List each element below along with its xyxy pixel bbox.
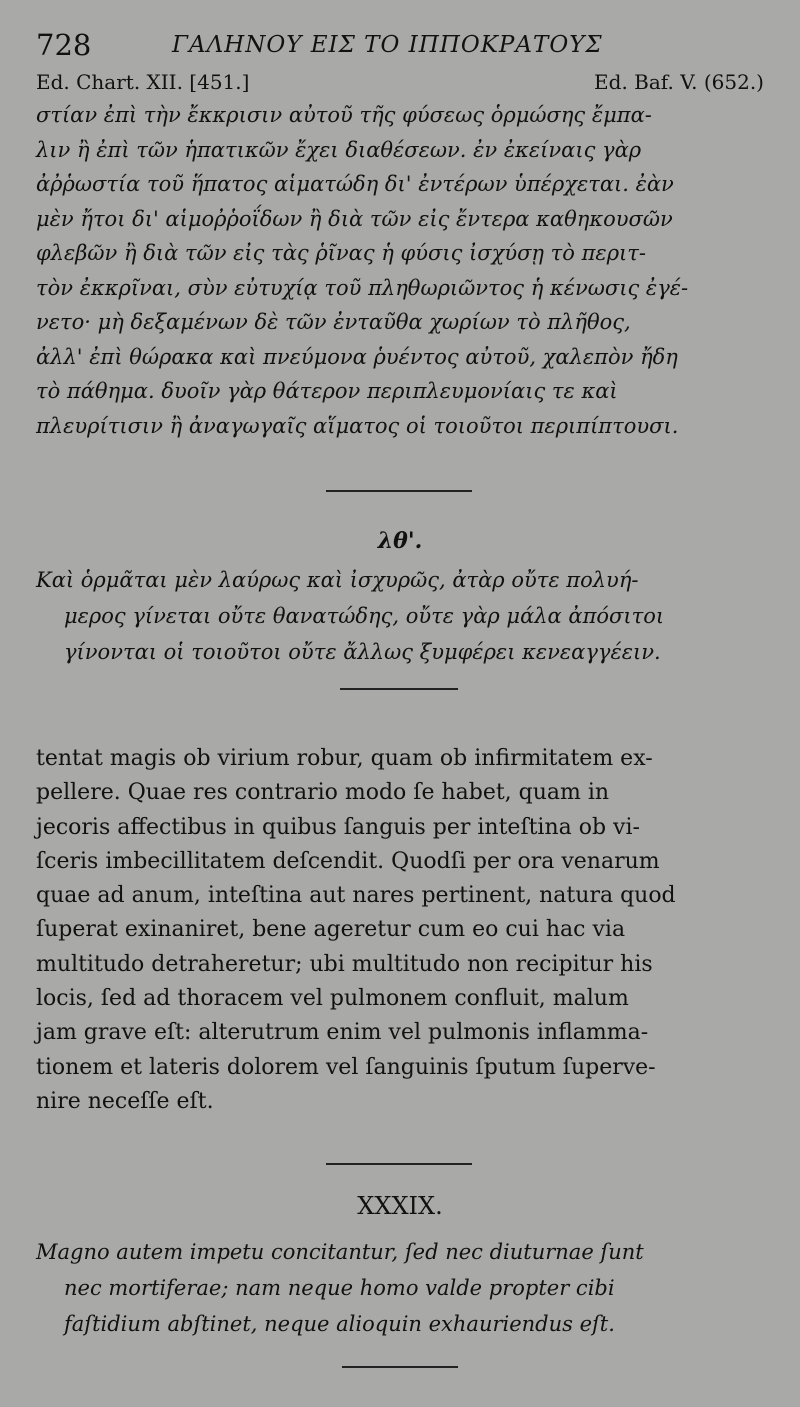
latin-aphorism-text [36, 1234, 766, 1342]
greek-line: φλεβῶν ἢ διὰ τῶν εἰς τὰς ῥῖνας ἡ φύσις ἰσχύσῃ τὸ περιτ- [36, 241, 646, 265]
section-divider [340, 688, 458, 690]
latin-section-number: XXXIX. [357, 1192, 443, 1220]
greek-line: πλευρίτισιν ἢ ἀναγωγαῖς αἵματος οἱ τοιοῦτοι περιπίπτουσι. [36, 413, 679, 438]
section-divider [342, 1366, 458, 1368]
greek-aphorism-line: Καὶ ὁρμᾶται μὲν λαύρως καὶ ἰσχυρῶς, ἀτὰρ οὔτε πολυή- [36, 568, 639, 592]
greek-line: μὲν ἤτοι δι' αἱμοῤῥοΐδων ἢ διὰ τῶν εἰς ἔντερα καθηκουσῶν [36, 206, 673, 231]
latin-commentary-paragraph [36, 742, 766, 1119]
greek-line: λιν ἢ ἐπὶ τῶν ἡπατικῶν ἔχει διαθέσεων. ἐν ἐκείναις γὰρ [36, 137, 642, 162]
section-divider [326, 490, 472, 492]
greek-line: ἀλλ' ἐπὶ θώρακα καὶ πνεύμονα ῥυέντος αὐτοῦ, χαλεπὸν ἤδη [36, 344, 678, 369]
page-number: 728 [36, 28, 92, 62]
greek-line: τὸν ἐκκρῖναι, σὺν εὐτυχίᾳ τοῦ πληθωριῶντος ἡ κένωσις ἐγέ- [36, 275, 689, 300]
greek-aphorism-line: γίνονται οἱ τοιοῦτοι οὔτε ἄλλως ξυμφέρει κενεαγγέειν. [64, 640, 661, 664]
latin-line: multitudo detraheretur; ubi multitudo non recipitur his [36, 951, 653, 977]
latin-line: pellere. Quae res contrario modo ſe habet, quam in [36, 780, 610, 806]
greek-line: ἀῤῥωστία τοῦ ἥπατος αἱματώδη δι' ἐντέρων ὑπέρχεται. ἐὰν [36, 172, 674, 196]
edition-references [36, 70, 764, 96]
greek-aphorism-text [36, 562, 766, 670]
edition-basel-ref: Ed. Baf. V. (652.) [594, 70, 764, 94]
greek-aphorism-line: μερος γίνεται οὔτε θανατώδης, οὔτε γὰρ μάλα ἀπόσιτοι [64, 604, 665, 628]
latin-line: nire neceſſe eſt. [36, 1088, 214, 1114]
running-head: ΓΑΛΗΝΟΥ ΕΙΣ ΤΟ ΙΠΠΟΚΡΑΤΟΥΣ [172, 32, 603, 58]
greek-line: στίαν ἐπὶ τὴν ἔκκρισιν αὐτοῦ τῆς φύσεως ὁρμώσης ἔμπα- [36, 103, 652, 127]
latin-line: locis, ſed ad thoracem vel pulmonem confluit, malum [36, 986, 629, 1012]
latin-aphorism-line: Magno autem impetu concitantur, ſed nec diuturnae ſunt [36, 1240, 644, 1264]
latin-line: tentat magis ob virium robur, quam ob infirmitatem ex- [36, 746, 653, 771]
latin-line: jecoris affectibus in quibus ſanguis per inteſtina ob vi- [36, 814, 640, 840]
latin-aphorism-line: nec mortiferae; nam neque homo valde propter cibi [64, 1276, 615, 1300]
greek-line: νετο· μὴ δεξαμένων δὲ τῶν ἐνταῦθα χωρίων τὸ πλῆθος, [36, 310, 631, 334]
latin-line: ſceris imbecillitatem deſcendit. Quodſi per ora venarum [36, 848, 660, 874]
latin-line: quae ad anum, inteſtina aut nares pertinent, natura quod [36, 883, 676, 909]
latin-line: jam grave eſt: alterutrum enim vel pulmonis inflamma- [36, 1020, 649, 1046]
greek-commentary-paragraph [36, 98, 766, 443]
latin-line: ſuperat exinaniret, bene ageretur cum eo cui hac via [36, 917, 626, 943]
latin-aphorism-line: faſtidium abſtinet, neque alioquin exhauriendus eſt. [64, 1312, 615, 1336]
greek-section-number: λθ'. [377, 528, 423, 554]
greek-line: τὸ πάθημα. δυοῖν γὰρ θάτερον περιπλευμονίαις τε καὶ [36, 379, 618, 403]
section-divider [326, 1163, 472, 1165]
latin-line: tionem et lateris dolorem vel ſanguinis ſputum ſuperve- [36, 1054, 656, 1080]
edition-chart-ref: Ed. Chart. XII. [451.] [36, 70, 250, 94]
page-header [30, 28, 770, 68]
